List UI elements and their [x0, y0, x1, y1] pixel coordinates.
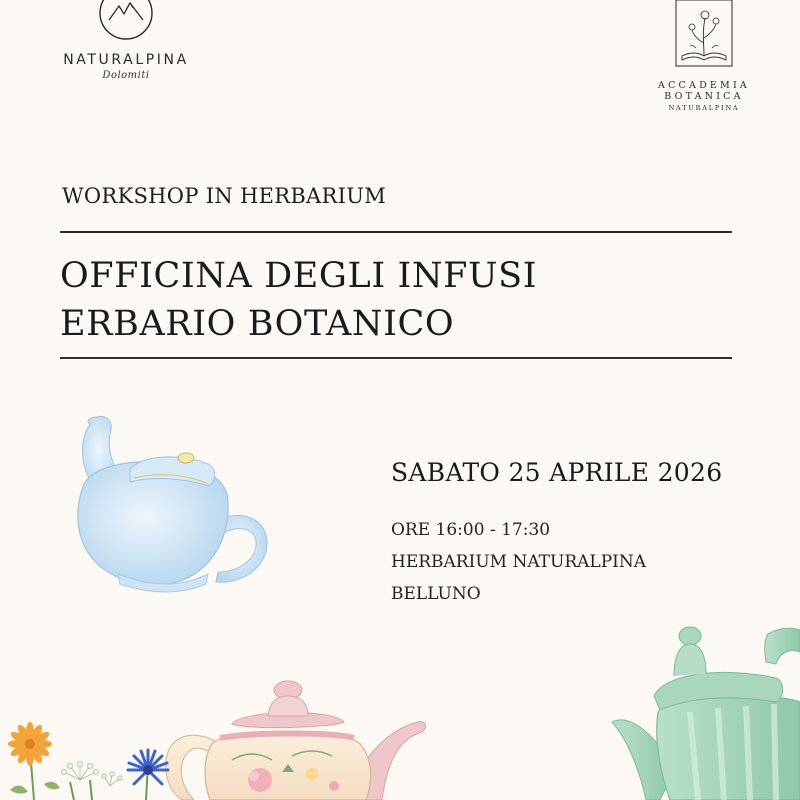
botanical-book-icon — [674, 0, 734, 70]
logo-text-botanica: BOTANICA — [664, 91, 744, 102]
event-title — [60, 252, 537, 348]
event-city: BELLUNO — [391, 584, 481, 604]
event-time: ORE 16:00 - 17:30 — [391, 520, 551, 540]
bottom-divider — [60, 357, 732, 359]
top-divider — [60, 231, 732, 233]
event-details — [391, 514, 646, 610]
accademia-botanica-logo — [648, 0, 760, 120]
brand-name: NATURALPINA — [63, 52, 189, 68]
title-line-2: ERBARIO BOTANICO — [60, 304, 455, 344]
pink-floral-teapot-illustration — [162, 676, 428, 800]
green-teapot-illustration — [608, 622, 800, 800]
event-place: HERBARIUM NATURALPINA — [391, 552, 647, 572]
logo-text-naturalpina: NATURALPINA — [668, 104, 740, 112]
brand-subtitle: Dolomiti — [102, 70, 150, 81]
workshop-subtitle: WORKSHOP IN HERBARIUM — [62, 184, 387, 208]
wildflowers-illustration — [0, 720, 180, 800]
mountain-circle-icon — [97, 0, 155, 42]
logo-text-accademia: ACCADEMIA — [658, 80, 750, 91]
blue-teapot-illustration — [68, 412, 278, 597]
event-date: SABATO 25 APRILE 2026 — [391, 458, 723, 487]
title-line-1: OFFICINA DEGLI INFUSI — [60, 256, 538, 296]
naturalpina-logo — [56, 0, 196, 95]
